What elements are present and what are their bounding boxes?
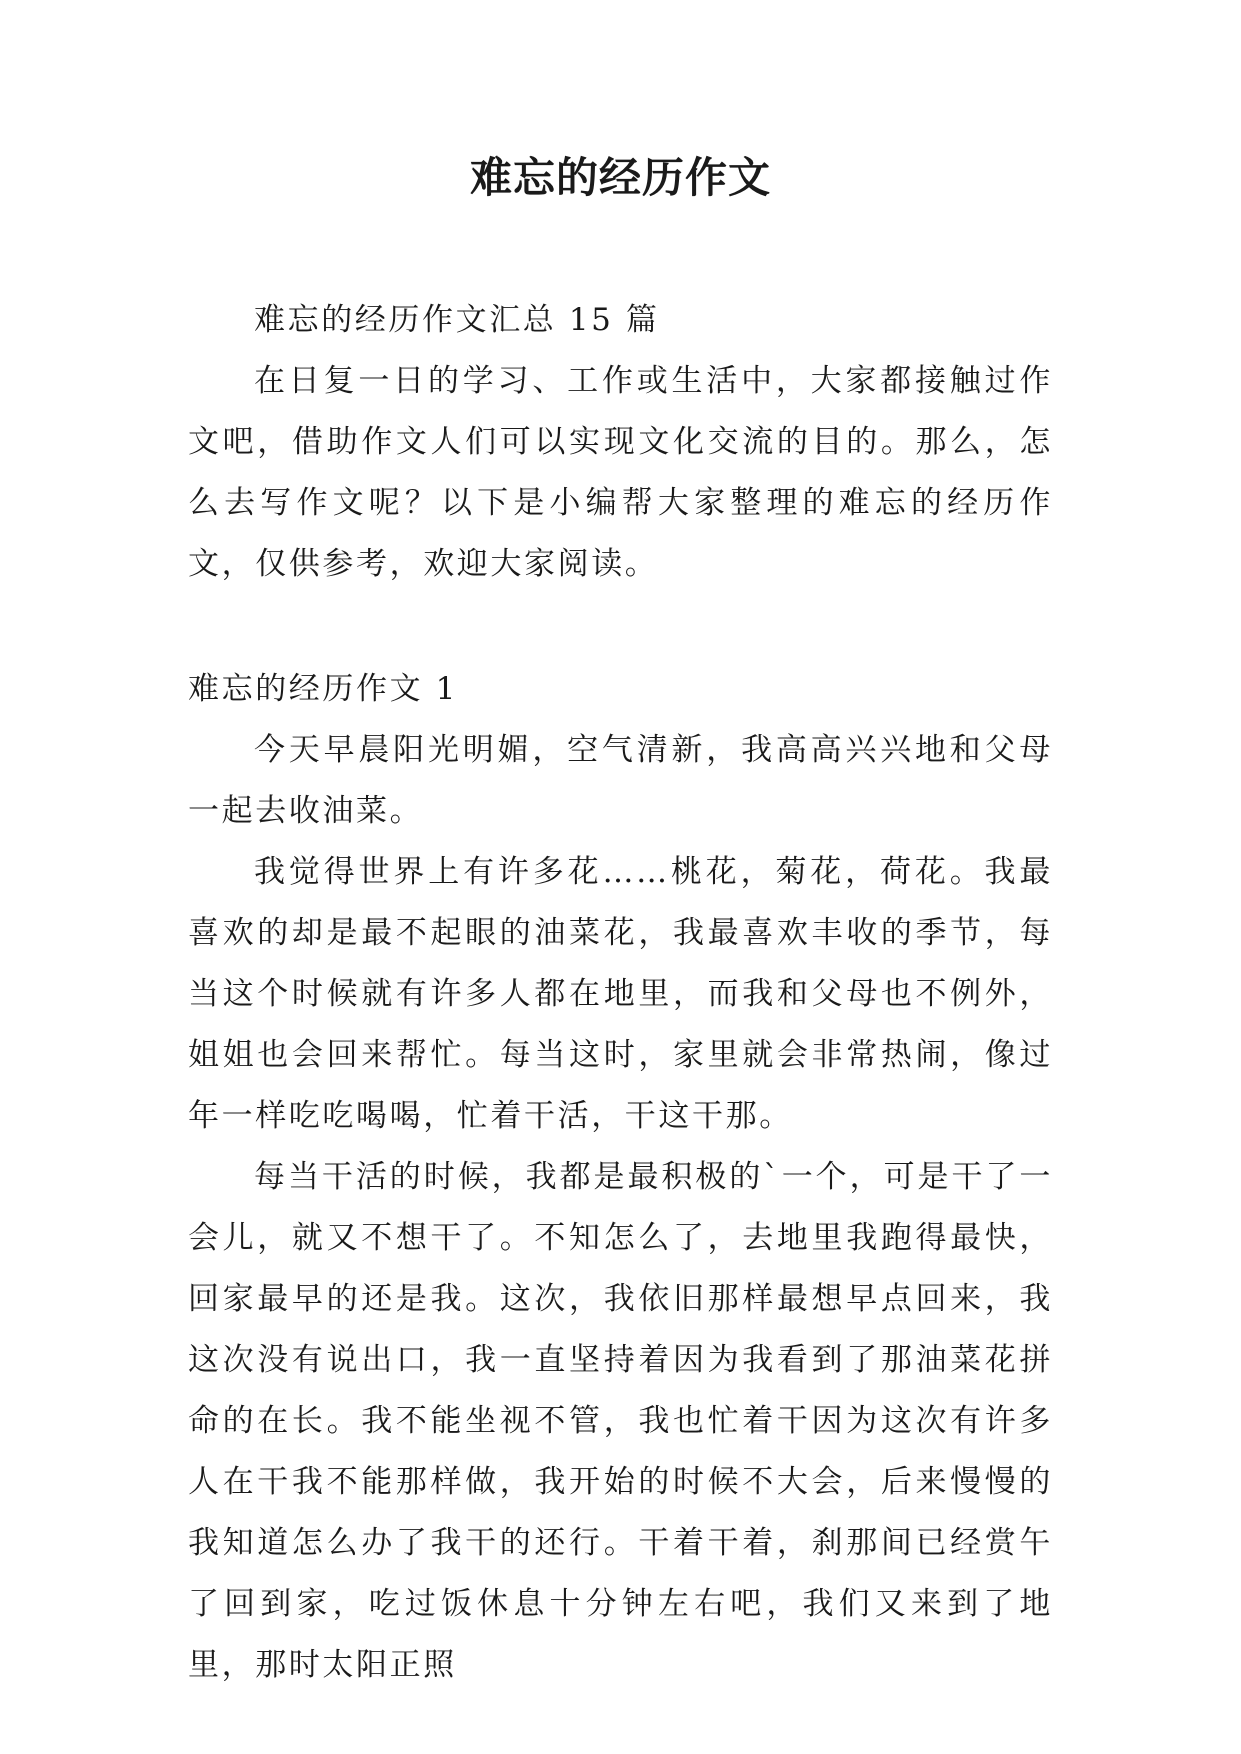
document-title: 难忘的经历作文 [469,153,771,202]
section-heading: 难忘的经历作文 1 [188,671,458,707]
body-paragraph: 今天早晨阳光明媚，空气清新，我高高兴兴地和父母一起去收油菜。 [188,732,1053,829]
document-body [188,290,1053,1696]
body-paragraph: 我觉得世界上有许多花……桃花，菊花，荷花。我最喜欢的却是最不起眼的油菜花，我最喜欢丰收的季节，每当这个时候就有许多人都在地里，而我和父母也不例外，姐姐也会回来帮忙。每当这时，家里就会非常热闹，像过年一样吃吃喝喝，忙着干活，干这干那。 [188,854,1053,1134]
subtitle: 难忘的经历作文汇总 15 篇 [254,302,660,338]
intro-paragraph: 在日复一日的学习、工作或生活中，大家都接触过作文吧，借助作文人们可以实现文化交流的目的。那么，怎么去写作文呢？以下是小编帮大家整理的难忘的经历作文，仅供参考，欢迎大家阅读。 [188,363,1053,582]
section-spacer [188,595,1053,659]
body-paragraph: 每当干活的时候，我都是最积极的`一个，可是干了一会儿，就又不想干了。不知怎么了，去地里我跑得最快，回家最早的还是我。这次，我依旧那样最想早点回来，我这次没有说出口，我一直坚持着因为我看到了那油菜花拼命的在长。我不能坐视不管，我也忙着干因为这次有许多人在干我不能那样做，我开始的时候不大会，后来慢慢的我知道怎么办了我干的还行。干着干着，刹那间已经赏午了回到家，吃过饭休息十分钟左右吧，我们又来到了地里，那时太阳正照 [188,1159,1053,1683]
